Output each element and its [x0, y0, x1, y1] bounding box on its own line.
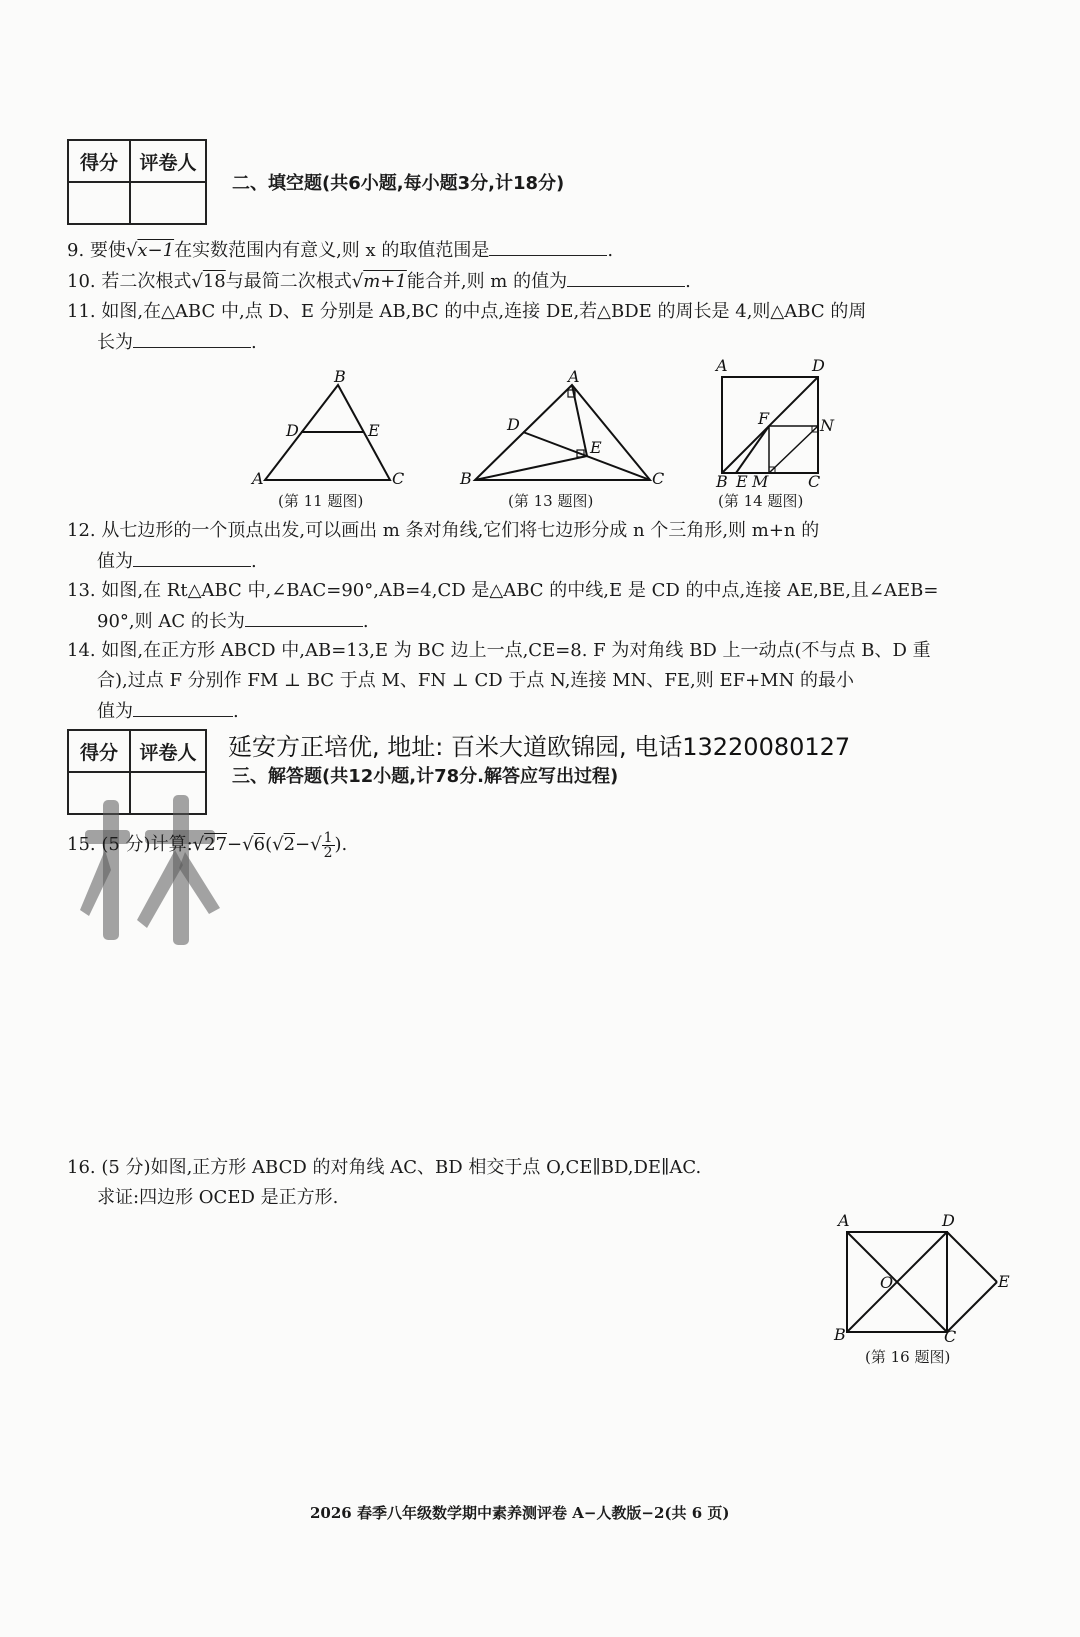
figure-14 — [712, 356, 834, 491]
fig14-label-e: E — [736, 472, 748, 491]
figure-16-caption: (第 16 题图) — [865, 1348, 951, 1366]
answer-blank[interactable] — [245, 606, 363, 627]
figure-14-caption: (第 14 题图) — [718, 492, 804, 510]
fig13-label-d: D — [507, 415, 520, 434]
question-11: 11. 如图,在△ABC 中,点 D、E 分别是 AB,BC 的中点,连接 DE,若△BDE 的周长是 4,则△ABC 的周 长为 . — [67, 301, 867, 353]
figure-13 — [460, 367, 665, 488]
fig14-label-a: A — [716, 356, 728, 375]
fig13-label-e: E — [590, 438, 602, 457]
grader-header: 评卷人 — [130, 730, 206, 772]
fig13-label-b: B — [460, 469, 472, 488]
fig14-label-n: N — [820, 416, 834, 435]
fraction: $\frac{1}{2}$ — [323, 829, 333, 861]
question-14: 14. 如图,在正方形 ABCD 中,AB=13,E 为 BC 边上一点,CE=8. F 为对角线 BD 上一动点(不与点 B、D 重 合),过点 F 分别作 FM ⊥ BC 于点 M、FN ⊥ CD 于点 N,连接 MN、FE,则 EF+MN 的最小 值为 . — [67, 640, 931, 722]
fig11-label-a: A — [252, 469, 264, 488]
fig11-label-c: C — [392, 469, 405, 488]
fig11-label-e: E — [368, 421, 380, 440]
fig16-label-d: D — [942, 1211, 955, 1230]
page-footer: 2026 春季八年级数学期中素养测评卷 A−人教版−2(共 6 页) — [310, 1504, 730, 1522]
fig11-label-b: B — [334, 367, 346, 386]
fig14-label-f: F — [758, 409, 770, 428]
fig14-label-d: D — [812, 356, 825, 375]
section-2-title: 二、填空题(共6小题,每小题3分,计18分) — [232, 173, 565, 194]
figure-11-caption: (第 11 题图) — [278, 492, 364, 510]
question-12: 12. 从七边形的一个顶点出发,可以画出 m 条对角线,它们将七边形分成 n 个三角形,则 m+n 的 值为 . — [67, 520, 820, 572]
score-box-1 — [67, 139, 207, 225]
fig16-label-b: B — [834, 1325, 846, 1344]
score-cell — [68, 182, 130, 224]
fig14-label-b: B — [716, 472, 728, 491]
question-16: 16. (5 分)如图,正方形 ABCD 的对角线 AC、BD 相交于点 O,CE∥BD,DE∥AC. 求证:四边形 OCED 是正方形. — [67, 1157, 702, 1208]
fig16-label-o: O — [880, 1273, 894, 1292]
answer-blank[interactable] — [133, 327, 251, 348]
answer-blank[interactable] — [489, 235, 607, 256]
section-3-title: 三、解答题(共12小题,计78分.解答应写出过程) — [232, 766, 619, 787]
fig13-label-c: C — [652, 469, 665, 488]
answer-blank[interactable] — [133, 546, 251, 567]
fig16-label-a: A — [838, 1211, 850, 1230]
figure-16 — [830, 1211, 1010, 1346]
fig14-label-m: M — [752, 472, 769, 491]
question-15: 15. (5 分)计算:√27−√6(√2−√ $\frac{1}{2}$ ). — [67, 829, 348, 861]
question-10: 10. 若二次根式√18与最简二次根式√m+1能合并,则 m 的值为 . — [67, 266, 691, 297]
fig13-label-a: A — [568, 367, 580, 386]
grader-header: 评卷人 — [130, 140, 206, 182]
answer-blank[interactable] — [567, 266, 685, 287]
fig16-label-c: C — [944, 1327, 957, 1346]
score-header: 得分 — [68, 140, 130, 182]
watermark-text: 延安方正培优, 地址: 百米大道欧锦园, 电话13220080127 — [228, 733, 851, 761]
question-13: 13. 如图,在 Rt△ABC 中,∠BAC=90°,AB=4,CD 是△ABC 的中线,E 是 CD 的中点,连接 AE,BE,且∠AEB= 90°,则 AC 的长为 . — [67, 580, 939, 632]
answer-blank[interactable] — [133, 696, 233, 717]
fig11-label-d: D — [286, 421, 299, 440]
fig16-label-e: E — [998, 1272, 1010, 1291]
score-header: 得分 — [68, 730, 130, 772]
figure-13-caption: (第 13 题图) — [508, 492, 594, 510]
brush-stamp-image — [75, 790, 225, 950]
question-9: 9. 要使√x−1在实数范围内有意义,则 x 的取值范围是 . — [67, 235, 613, 266]
fig14-label-c: C — [808, 472, 821, 491]
grader-cell — [130, 182, 206, 224]
figure-11 — [250, 367, 410, 488]
